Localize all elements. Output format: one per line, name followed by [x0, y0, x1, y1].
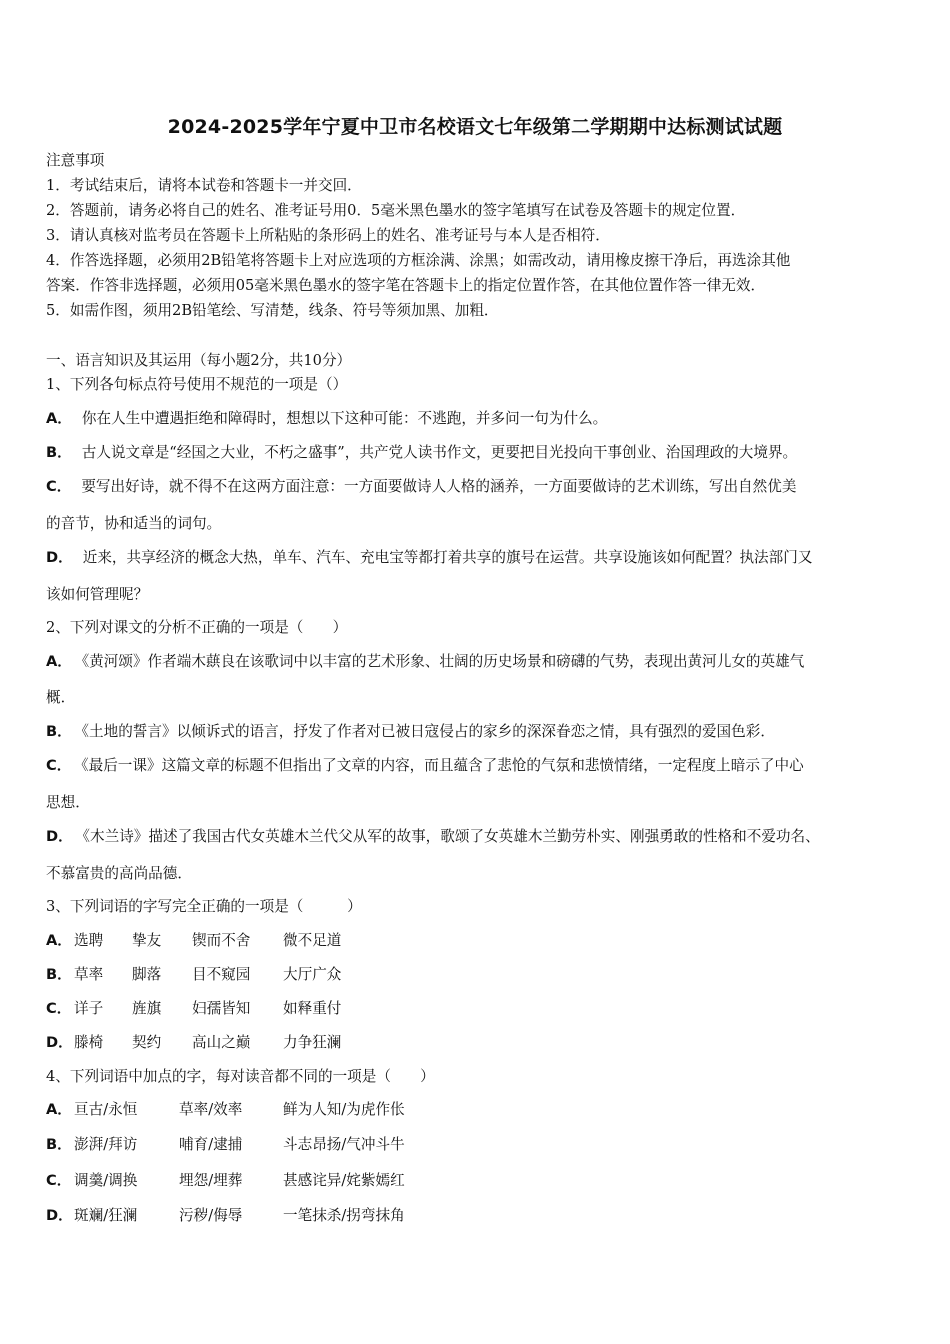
- option-word: 挚友: [132, 932, 162, 949]
- q2-option-c-cont: 思想．: [46, 794, 90, 811]
- option-word: 一笔抹杀/拐弯抹角: [283, 1207, 405, 1224]
- option-label: D．: [46, 828, 73, 845]
- option-word: 哺育/逮捕: [179, 1136, 243, 1153]
- option-text: 《土地的誓言》以倾诉式的语言，抒发了作者对已被日寇侵占的家乡的深深眷恋之情，具有强烈的爱国色彩．: [81, 723, 775, 740]
- option-label: C．: [46, 478, 72, 495]
- option-word: 鲜为人知/为虎作伥: [283, 1101, 405, 1118]
- option-word: 选聘: [74, 932, 104, 949]
- option-label: A．: [46, 653, 72, 670]
- option-text: 《黄河颂》作者端木蕻良在该歌词中以丰富的艺术形象、壮阔的历史场景和磅礴的气势，表现出黄河儿女的英雄气: [81, 653, 805, 670]
- option-text: 近来，共享经济的概念大热，单车、汽车、充电宝等都打着共享的旗号在运营。共享设施该如何配置？执法部门又: [82, 549, 813, 566]
- option-word: 微不足道: [283, 932, 342, 949]
- option-text: 《木兰诗》描述了我国古代女英雄木兰代父从军的故事，歌颂了女英雄木兰勤劳朴实、刚强勇敢的性格和不爱功名、: [82, 828, 820, 845]
- q2-option-d: [46, 827, 820, 847]
- option-word: 脚落: [132, 966, 162, 983]
- q4-option-d: [46, 1206, 466, 1226]
- option-word: 斗志昂扬/气冲斗牛: [283, 1136, 405, 1153]
- q1-option-c-cont: 的音节，协和适当的词句。: [46, 515, 222, 532]
- option-text: 要写出好诗，就不得不在这两方面注意：一方面要做诗人人格的涵养，一方面要做诗的艺术训练，写出自然优美: [81, 478, 797, 495]
- option-word: 高山之巅: [192, 1034, 251, 1051]
- option-word: 如释重付: [283, 1000, 342, 1017]
- option-word: 旌旗: [132, 1000, 162, 1017]
- option-label: C．: [46, 757, 72, 774]
- q2-option-a: [46, 652, 804, 672]
- q3-option-c: [46, 999, 466, 1019]
- option-word: 污秽/侮辱: [179, 1207, 243, 1224]
- option-label: B．: [46, 723, 72, 740]
- section-heading: 一、语言知识及其运用（每小题2分，共10分）: [46, 352, 352, 369]
- q3-option-b: [46, 965, 466, 985]
- option-word: 亘古/永恒: [74, 1101, 138, 1118]
- q1-option-b: [46, 443, 797, 463]
- option-word: 滕椅: [74, 1034, 104, 1051]
- option-word: 甚感诧异/姹紫嫣红: [283, 1172, 405, 1189]
- option-word: 大厅广众: [283, 966, 342, 983]
- option-word: 妇孺皆知: [192, 1000, 251, 1017]
- notice-item: 4．作答选择题，必须用2B铅笔将答题卡上对应选项的方框涂满、涂黑；如需改动，请用橡皮擦干净后，再选涂其他: [46, 252, 791, 269]
- option-text: 《最后一课》这篇文章的标题不但指出了文章的内容，而且蕴含了悲怆的气氛和悲愤情绪，一定程度上暗示了中心: [81, 757, 804, 774]
- q4-option-b: [46, 1135, 466, 1155]
- option-word: 锲而不舍: [192, 932, 251, 949]
- q1-option-d: [46, 548, 812, 568]
- q2-option-d-cont: 不慕富贵的高尚品德．: [46, 865, 192, 882]
- q3-option-d: [46, 1033, 466, 1053]
- option-word: 澎湃/拜访: [74, 1136, 138, 1153]
- option-label: B．: [46, 1136, 72, 1153]
- option-word: 斑斓/狂澜: [74, 1207, 138, 1224]
- q4-option-a: [46, 1100, 466, 1120]
- option-label: C．: [46, 1172, 72, 1189]
- option-text: 你在人生中遭遇拒绝和障碍时，想想以下这种可能：不逃跑，并多问一句为什么。: [81, 410, 608, 427]
- q1-option-a: [46, 409, 607, 429]
- q2-option-c: [46, 756, 804, 776]
- option-label: D．: [46, 1034, 73, 1051]
- notice-item: 3．请认真核对监考员在答题卡上所粘贴的条形码上的姓名、准考证号与本人是否相符．: [46, 227, 610, 244]
- page-title: 2024-2025学年宁夏中卫市名校语文七年级第二学期期中达标测试试题: [167, 116, 783, 138]
- q2-option-a-cont: 概．: [46, 689, 76, 706]
- question-3-stem: 3、下列词语的字写完全正确的一项是（ ）: [46, 898, 362, 915]
- question-1-stem: 1、下列各句标点符号使用不规范的一项是（）: [46, 376, 348, 393]
- option-label: A．: [46, 1101, 72, 1118]
- option-label: B．: [46, 444, 72, 461]
- question-4-stem: 4、下列词语中加点的字，每对读音都不同的一项是（ ）: [46, 1068, 435, 1085]
- q1-option-c: [46, 477, 796, 497]
- notice-item: 1．考试结束后，请将本试卷和答题卡一并交回．: [46, 177, 362, 194]
- q3-option-a: [46, 931, 466, 951]
- option-label: D．: [46, 1207, 73, 1224]
- option-label: A．: [46, 410, 72, 427]
- option-label: D．: [46, 549, 73, 566]
- q4-option-c: [46, 1171, 466, 1191]
- notice-heading: 注意事项: [46, 152, 105, 169]
- option-word: 草率/效率: [179, 1101, 243, 1118]
- question-2-stem: 2、下列对课文的分析不正确的一项是（ ）: [46, 619, 348, 636]
- q1-option-d-cont: 该如何管理呢？: [46, 586, 149, 603]
- option-label: C．: [46, 1000, 72, 1017]
- q2-option-b: [46, 722, 775, 742]
- option-word: 详子: [74, 1000, 104, 1017]
- option-word: 埋怨/埋葬: [179, 1172, 243, 1189]
- notice-item: 2．答题前，请务必将自己的姓名、准考证号用0．5毫米黑色墨水的签字笔填写在试卷及答题卡的规定位置．: [46, 202, 746, 219]
- option-label: A．: [46, 932, 72, 949]
- notice-item: 5．如需作图，须用2B铅笔绘、写清楚，线条、符号等须加黑、加粗．: [46, 302, 499, 319]
- option-word: 草率: [74, 966, 104, 983]
- notice-item: 答案．作答非选择题，必须用05毫米黑色墨水的签字笔在答题卡上的指定位置作答，在其他位置作答一律无效．: [46, 277, 766, 294]
- option-word: 调羹/调换: [74, 1172, 138, 1189]
- option-label: B．: [46, 966, 72, 983]
- option-word: 目不窥园: [192, 966, 251, 983]
- option-word: 契约: [132, 1034, 162, 1051]
- option-word: 力争狂澜: [283, 1034, 342, 1051]
- option-text: 古人说文章是“经国之大业，不朽之盛事”，共产党人读书作文，更要把目光投向干事创业、治国理政的大境界。: [81, 444, 798, 461]
